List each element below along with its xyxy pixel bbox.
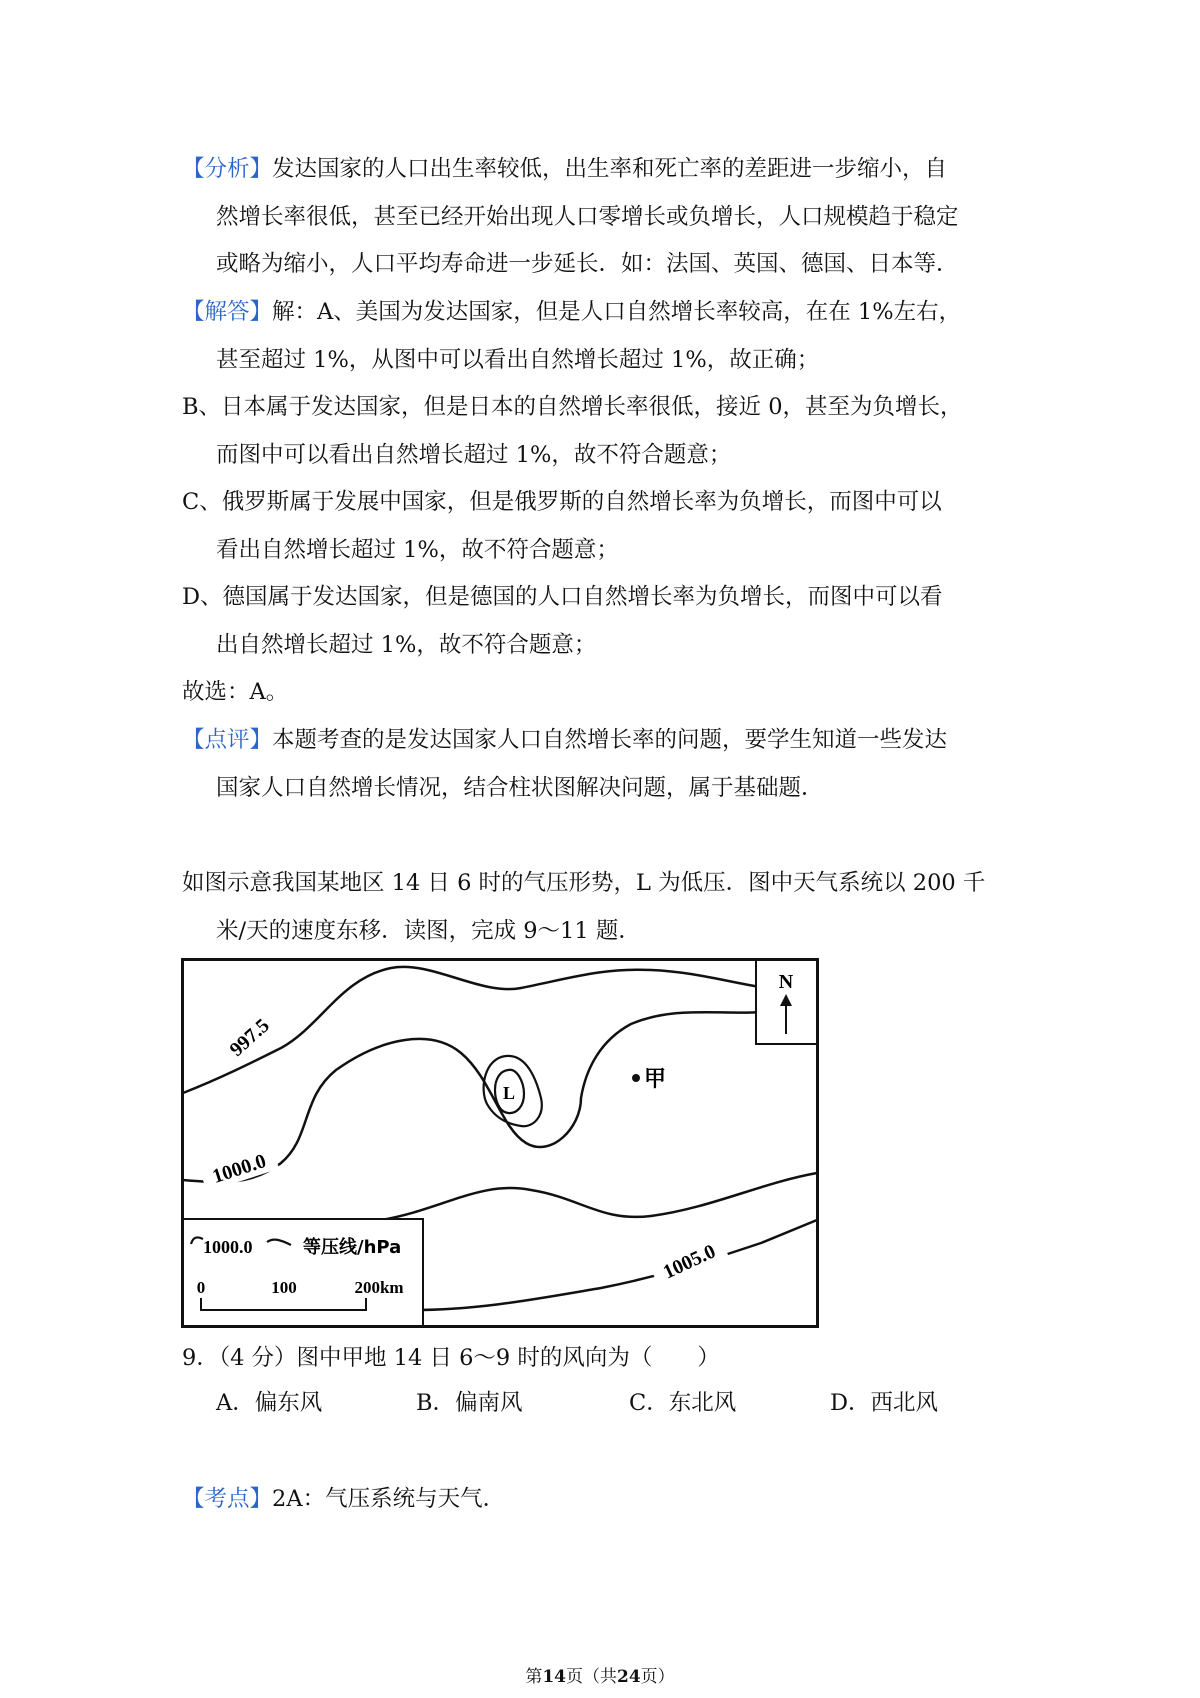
option-d[interactable]: D．西北风: [830, 1390, 939, 1416]
intro-section: [182, 860, 1032, 955]
legend-text: 等压线/hPa: [303, 1237, 402, 1258]
intro-line-1: 如图示意我国某地区 14 日 6 时的气压形势，L 为低压．图中天气系统以 200 千: [182, 870, 986, 896]
keypoint-line: 【考点】2A：气压系统与天气．: [182, 1486, 506, 1512]
intro-line-2: 米/天的速度东移．读图，完成 9～11 题．: [216, 917, 641, 944]
place-jia-label: 甲: [644, 1067, 667, 1092]
scale-tick-0: 0: [196, 1278, 206, 1297]
answer-choice: 故选：A。: [182, 679, 289, 705]
page-footer: 第14页（共24页）: [525, 1667, 675, 1687]
place-jia-dot: [632, 1074, 640, 1082]
question-9: [182, 1335, 1032, 1383]
answer-d-line-1: D、德国属于发达国家，但是德国的人口自然增长率为负增长，而图中可以看: [182, 584, 943, 610]
answer-tag: 【解答】: [182, 299, 273, 325]
comment-tag: 【点评】: [182, 727, 273, 753]
comment-line-2: 国家人口自然增长情况，结合柱状图解决问题，属于基础题．: [216, 774, 824, 801]
answer-c-line-1: C、俄罗斯属于发展中国家，但是俄罗斯的自然增长率为负增长，而图中可以: [182, 489, 942, 515]
legend-sample-value: 1000.0: [203, 1237, 253, 1257]
answer-d-line-2: 出自然增长超过 1%，故不符合题意；: [216, 631, 597, 658]
comment-section: [182, 717, 1032, 812]
low-pressure-label: L: [502, 1083, 516, 1103]
option-b[interactable]: B．偏南风: [416, 1390, 523, 1416]
option-c[interactable]: C．东北风: [629, 1390, 737, 1416]
keypoint-tag: 【考点】: [182, 1486, 273, 1512]
page-total: 24: [617, 1667, 641, 1687]
answer-c-line-2: 看出自然增长超过 1%，故不符合题意；: [216, 536, 619, 563]
north-label: N: [778, 971, 794, 993]
analysis-line-2: 然增长率很低，甚至已经开始出现人口零增长或负增长，人口规模趋于稳定: [216, 203, 959, 230]
answer-a-line-2: 甚至超过 1%，从图中可以看出自然增长超过 1%，故正确；: [216, 346, 820, 373]
answer-section: [182, 289, 1032, 717]
analysis-line-1: 【分析】发达国家的人口出生率较低，出生率和死亡率的差距进一步缩小，自: [182, 156, 948, 182]
answer-b-line-2: 而图中可以看出自然增长超过 1%，故不符合题意；: [216, 441, 732, 468]
scale-tick-200: 200km: [354, 1278, 404, 1297]
analysis-tag: 【分析】: [182, 156, 273, 182]
answer-a-line-1: 【解答】解：A、美国为发达国家，但是人口自然增长率较高，在在 1%左右，: [182, 299, 962, 325]
scale-tick-100: 100: [271, 1278, 297, 1297]
option-a[interactable]: A．偏东风: [216, 1390, 323, 1416]
isobar-label-1005-0: 1005.0: [659, 1240, 719, 1284]
comment-line-1: 【点评】本题考查的是发达国家人口自然增长率的问题，要学生知道一些发达: [182, 727, 948, 753]
keypoint-section: [182, 1476, 1032, 1524]
analysis-section: [182, 146, 1032, 289]
isobar-label-1000-0: 1000.0: [209, 1149, 269, 1188]
answer-b-line-1: B、日本属于发达国家，但是日本的自然增长率很低，接近 0，甚至为负增长，: [182, 394, 963, 420]
isobar-label-997-5: 997.5: [225, 1014, 274, 1061]
isobar-map: [181, 958, 819, 1328]
page-number: 14: [542, 1667, 566, 1687]
question-stem: 9．（4 分）图中甲地 14 日 6～9 时的风向为（ ）: [182, 1345, 720, 1371]
analysis-line-3: 或略为缩小，人口平均寿命进一步延长．如：法国、英国、德国、日本等．: [216, 251, 959, 277]
